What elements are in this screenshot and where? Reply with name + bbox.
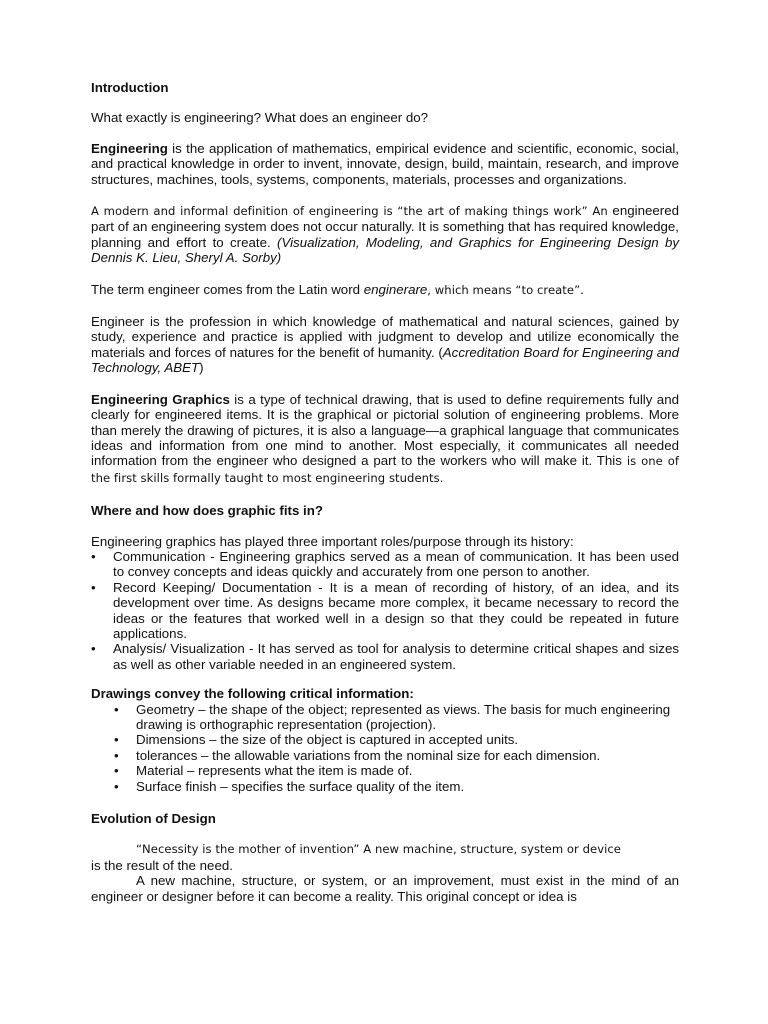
evolution-quote-lead: “Necessity is the mother of invention” A new machine, structure, system or device	[136, 842, 621, 857]
latin-origin-after: , which means “to create”.	[427, 282, 584, 297]
where-heading: Where and how does graphic fits in?	[91, 503, 323, 519]
list-item	[91, 702, 679, 733]
where-intro: Engineering graphics has played three important roles/purpose through its history:	[91, 533, 574, 549]
list-item-text: Geometry – the shape of the object; represented as views. The basis for much engineering drawing is orthographic representation (projection).	[136, 701, 671, 732]
intro-question: What exactly is engineering? What does an engineer do?	[91, 110, 429, 126]
engineering-definition-text: is the application of mathematics, empirical evidence and scientific, economic, social, and practical knowledge in order to invent, innovate, design, build, maintain, research, and improve structures, machines, tools, systems, components, materials, processes and organizations.	[91, 140, 679, 187]
list-item-text: Analysis/ Visualization - It has served as tool for analysis to determine critical shapes and sizes as well as other variable needed in an engineered system.	[113, 641, 679, 672]
bullet-icon: •	[114, 778, 119, 794]
modern-definition-body: engineered part of an engineering system does not occur naturally. It is something that has required knowledge, planning and effort to create.	[91, 203, 679, 250]
list-item-text: Dimensions – the size of the object is captured in accepted units.	[136, 732, 519, 748]
bullet-icon: •	[91, 548, 96, 564]
evolution-paragraph: A new machine, structure, or system, or an improvement, must exist in the mind of an engineer or designer before it can become a reality. This original concept or idea is	[91, 873, 679, 904]
list-item	[91, 580, 679, 642]
list-item	[91, 641, 679, 672]
bullet-icon: •	[114, 732, 119, 748]
list-item-text: Material – represents what the item is made of.	[136, 763, 413, 779]
engineering-definition	[91, 141, 679, 187]
modern-definition-lead: A modern and informal definition of engineering is “the art of making things work” An	[91, 204, 608, 219]
evolution-quote	[91, 841, 679, 873]
evolution-heading: Evolution of Design	[91, 811, 216, 827]
profession-text: Engineer is the profession in which knowledge of mathematical and natural sciences, gained by study, experience and practice is applied with judgment to develop and utilize economically the materials and forces of natures for the benefit of humanity. (	[91, 314, 679, 360]
list-item-text: Record Keeping/ Documentation - It is a mean of recording of history, of an idea, and its development over time. As designs became more complex, it became necessary to record the ideas or the features that worked well in a design so that they could be repeated in future applications.	[113, 579, 679, 641]
profession-close: )	[199, 360, 204, 376]
profession-definition	[91, 314, 679, 376]
roles-list	[91, 549, 679, 672]
bullet-icon: •	[114, 747, 119, 763]
document-body	[91, 80, 679, 904]
list-item	[91, 549, 679, 580]
bullet-icon: •	[114, 763, 119, 779]
list-item	[91, 732, 679, 747]
evolution-quote-tail: is the result of the need.	[91, 857, 233, 873]
list-item-text: Communication - Engineering graphics served as a mean of communication. It has been used to convey concepts and ideas quickly and accurately from one person to another.	[113, 548, 679, 580]
bullet-icon: •	[114, 701, 119, 717]
list-item	[91, 763, 679, 778]
list-item	[91, 779, 679, 794]
list-item-text: tolerances – the allowable variations from the nominal size for each dimension.	[136, 747, 601, 763]
list-item-text: Surface finish – specifies the surface quality of the item.	[136, 778, 465, 794]
modern-definition-citation: (Visualization, Modeling, and Graphics for Engineering Design by Dennis K. Lieu, Sheryl A. Sorby)	[91, 234, 680, 266]
latin-origin-before: The term engineer comes from the Latin word	[91, 281, 364, 297]
modern-definition	[91, 203, 679, 266]
graphics-term: Engineering Graphics	[91, 391, 230, 407]
graphics-definition	[91, 392, 679, 486]
list-item	[91, 748, 679, 763]
graphics-definition-tail: is one of the first skills formally taught to most engineering students.	[91, 454, 679, 485]
introduction-heading: Introduction	[91, 80, 169, 95]
bullet-icon: •	[91, 579, 96, 595]
engineering-term: Engineering	[91, 140, 168, 156]
latin-word: enginerare	[363, 281, 428, 297]
drawings-heading: Drawings convey the following critical information:	[91, 686, 414, 702]
profession-citation: Accreditation Board for Engineering and Technology, ABET	[91, 344, 679, 376]
graphics-definition-text: is a type of technical drawing, that is used to define requirements fully and clearly for engineered items. It is the graphical or pictorial solution of engineering problems. More than merely the drawing of pictures, it is also a language—a graphical language that communicates ideas and information from one mind to another. Most especially, it communicates all needed information from the engineer who designed a part to the workers who will make it. This	[91, 391, 679, 469]
latin-origin	[91, 282, 679, 298]
drawings-list	[91, 702, 679, 794]
bullet-icon: •	[91, 641, 96, 657]
